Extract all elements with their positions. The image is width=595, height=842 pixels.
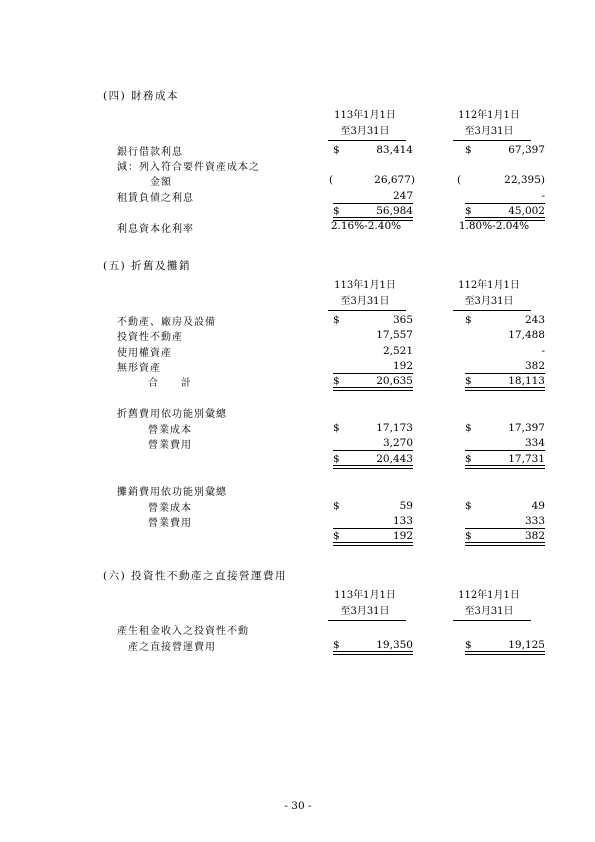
header-rule — [328, 310, 406, 311]
column-header-2023-line1: 112年1月1日 — [458, 280, 520, 291]
row-label: 營業費用 — [148, 440, 192, 451]
rate-value: 2.16%-2.40% — [330, 220, 402, 232]
total-cell: $ 17,731 — [465, 453, 545, 465]
row-label: 無形資產 — [117, 363, 161, 374]
value-cell: ( 22,395) — [457, 174, 545, 186]
value-cell: $ 49 — [465, 500, 545, 512]
value-cell: $ 67,397 — [465, 144, 545, 156]
value-cell: 133 — [333, 514, 413, 528]
value-cell: 333 — [465, 514, 545, 528]
column-header-2024-line1: 113年1月1日 — [334, 590, 396, 601]
row-label-total: 合 計 — [148, 378, 192, 389]
row-label: 租賃負債之利息 — [117, 193, 194, 204]
total-cell: $ 45,002 — [465, 205, 545, 217]
value-cell: 334 — [465, 436, 545, 450]
value-cell: $ 17,397 — [465, 422, 545, 434]
column-header-2023-line2: 至3月31日 — [464, 606, 514, 617]
column-header-2023-line2: 至3月31日 — [464, 296, 514, 307]
value-cell: 247 — [333, 189, 413, 203]
value-cell: 382 — [465, 359, 545, 373]
row-label: 銀行借款利息 — [117, 147, 183, 158]
value-cell: $ 17,173 — [333, 422, 413, 434]
header-rule — [453, 620, 531, 621]
total-cell: $ 18,113 — [465, 375, 545, 387]
total-cell: $ 19,125 — [465, 639, 545, 651]
column-header-2024-line2: 至3月31日 — [340, 296, 390, 307]
header-rule — [328, 620, 406, 621]
row-label: 使用權資產 — [117, 348, 172, 359]
value-cell: $ 243 — [465, 314, 545, 326]
value-cell: ( 26,677) — [329, 174, 415, 186]
row-label: 營業成本 — [148, 503, 192, 514]
value-cell: 3,270 — [333, 436, 413, 450]
column-header-2024-line1: 113年1月1日 — [334, 280, 396, 291]
page-number: - 30 - — [284, 800, 312, 812]
total-cell: $ 20,635 — [333, 375, 413, 387]
value-cell: 17,557 — [376, 329, 413, 341]
total-cell: $ 382 — [465, 530, 545, 542]
header-rule — [453, 140, 531, 141]
value-cell: 17,488 — [508, 329, 545, 341]
row-label: 不動產、廠房及設備 — [117, 317, 216, 328]
value-cell: $ 365 — [333, 314, 413, 326]
value-cell: 2,521 — [382, 345, 413, 357]
subheading-amortization-by-function: 攤銷費用依功能別彙總 — [117, 487, 227, 498]
value-cell: 192 — [333, 359, 413, 373]
rate-value: 1.80%-2.04% — [458, 220, 530, 232]
value-cell: $ 59 — [333, 500, 413, 512]
row-label: 營業成本 — [148, 425, 192, 436]
value-cell: - — [541, 345, 545, 357]
column-header-2024-line2: 至3月31日 — [340, 126, 390, 137]
section-title-depreciation: (五) 折舊及攤銷 — [103, 260, 192, 272]
column-header-2023-line1: 112年1月1日 — [458, 590, 520, 601]
total-cell: $ 192 — [333, 530, 413, 542]
row-label: 營業費用 — [148, 518, 192, 529]
row-label: 產之直接營運費用 — [128, 642, 216, 653]
value-cell: - — [465, 189, 545, 203]
header-rule — [328, 140, 406, 141]
row-label: 投資性不動產 — [117, 332, 183, 343]
row-label: 金額 — [150, 177, 172, 188]
row-label: 減：列入符合要件資產成本之 — [117, 162, 260, 173]
row-label-capitalization-rate: 利息資本化利率 — [117, 224, 194, 235]
section-title-finance-costs: (四) 財務成本 — [103, 90, 180, 102]
subheading-depreciation-by-function: 折舊費用依功能別彙總 — [117, 409, 227, 420]
total-cell: $ 56,984 — [333, 205, 413, 217]
row-label: 產生租金收入之投資性不動 — [117, 626, 249, 637]
column-header-2023-line2: 至3月31日 — [464, 126, 514, 137]
total-cell: $ 19,350 — [333, 639, 413, 651]
section-title-investment-property-expenses: (六) 投資性不動產之直接營運費用 — [103, 570, 288, 582]
column-header-2023-line1: 112年1月1日 — [458, 110, 520, 121]
value-cell: $ 83,414 — [333, 144, 413, 156]
column-header-2024-line2: 至3月31日 — [340, 606, 390, 617]
total-cell: $ 20,443 — [333, 453, 413, 465]
column-header-2024-line1: 113年1月1日 — [334, 110, 396, 121]
header-rule — [453, 310, 531, 311]
